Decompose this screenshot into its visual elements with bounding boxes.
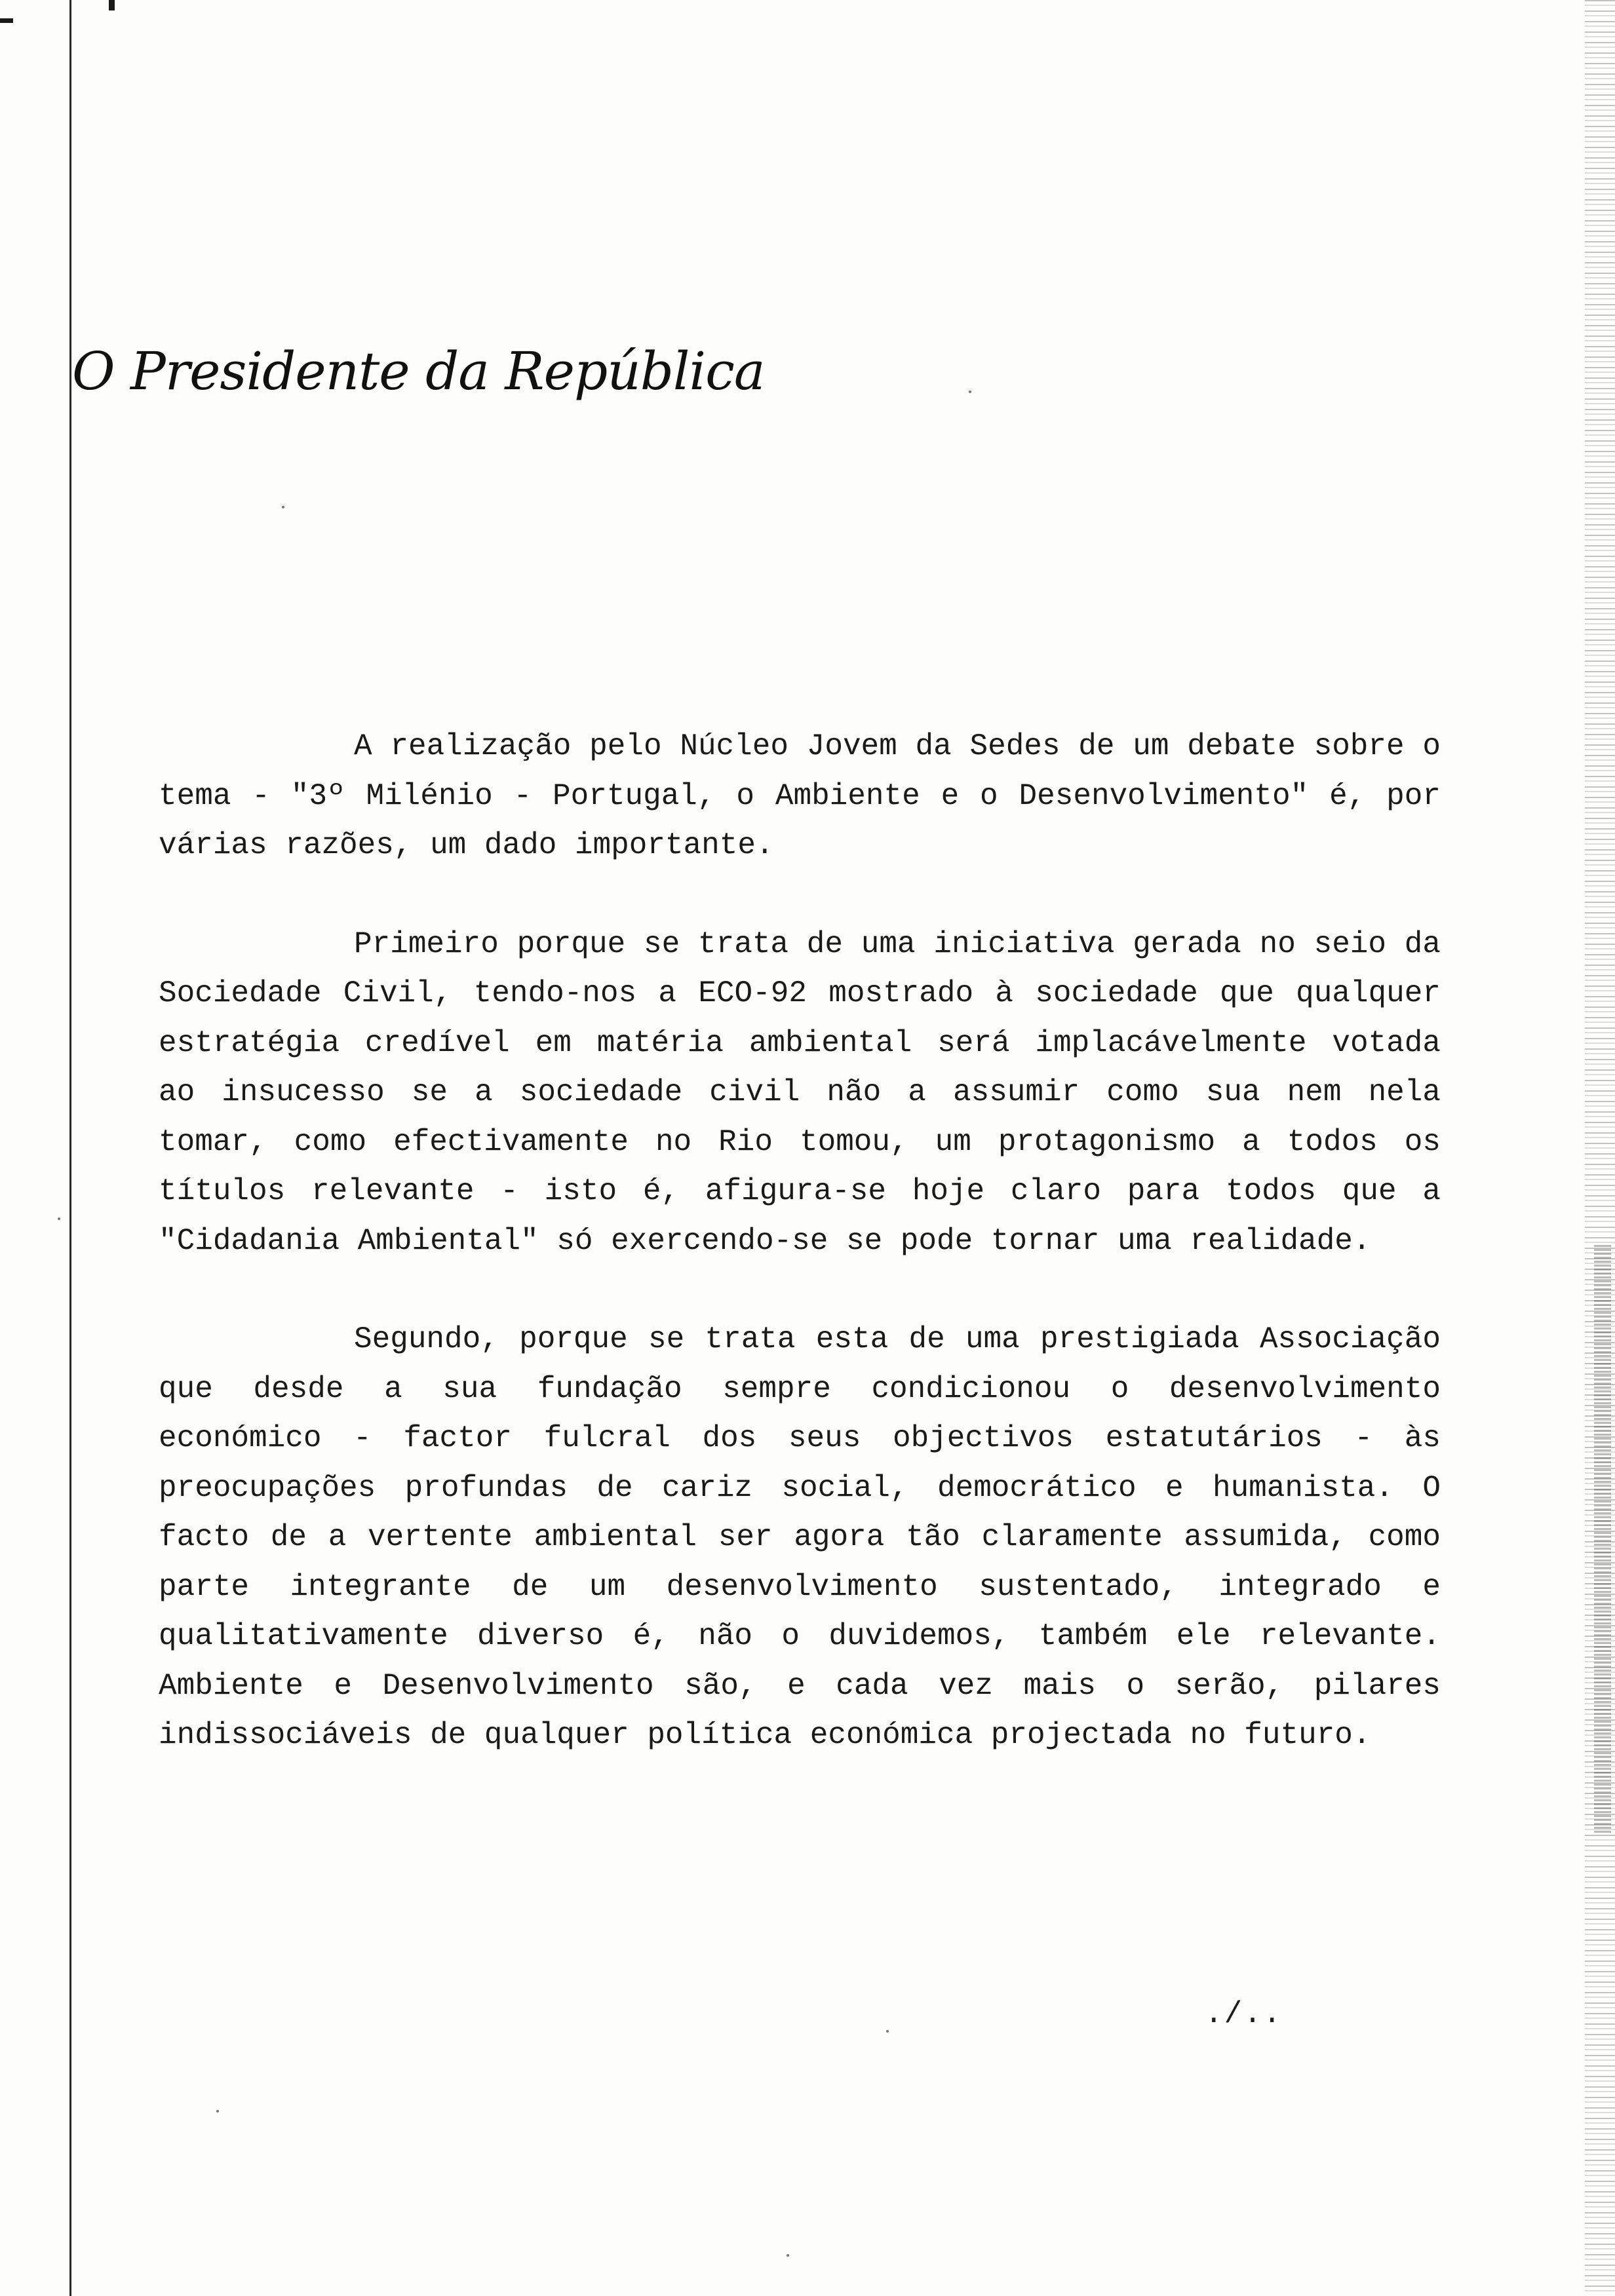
continuation-mark: ./..	[1205, 1997, 1283, 2031]
scan-speck	[787, 2254, 789, 2257]
scan-speck	[216, 2110, 219, 2113]
scan-edge-noise	[1594, 1245, 1611, 1835]
scan-mark	[109, 0, 115, 10]
letterhead-title: O Presidente da República	[72, 341, 765, 402]
paragraph-3: Segundo, porque se trata esta de uma prestigiada Associação que desde a sua fundação sempre condicionou o desenvolvimento económico - factor fulcral dos seus objectivos estatutários - às preocupações profundas de cariz social, democrático e humanista. O facto de a vertente ambiental ser agora tão claramente assumida, como parte integrante de um desenvolvimento sustentado, integrado e qualitativamente diverso é, não o duvidemos, também ele relevante. Ambiente e Desenvolvimento são, e cada vez mais o serão, pilares indissociáveis de qualquer política económica projectada no futuro.	[159, 1322, 1441, 1752]
scan-speck	[886, 2030, 889, 2033]
scan-edge-noise	[1585, 0, 1615, 2296]
margin-rule	[69, 0, 71, 2296]
letter-body	[159, 722, 1441, 1810]
paragraph-2: Primeiro porque se trata de uma iniciativa gerada no seio da Sociedade Civil, tendo-nos a ECO-92 mostrado à sociedade que qualquer estratégia credível em matéria ambiental será implacávelmente votada ao insucesso se a sociedade civil não a assumir como sua nem nela tomar, como efectivamente no Rio tomou, um protagonismo a todos os títulos relevante - isto é, afigura-se hoje claro para todos que a "Cidadania Ambiental" só exercendo-se se pode tornar uma realidade.	[159, 927, 1441, 1258]
paragraph-1: A realização pelo Núcleo Jovem da Sedes de um debate sobre o tema - "3º Milénio - Portugal, o Ambiente e o Desenvolvimento" é, por várias razões, um dado importante.	[159, 729, 1441, 862]
scan-mark	[0, 18, 13, 23]
scan-speck	[282, 506, 284, 508]
scan-speck	[58, 1217, 60, 1220]
scan-speck	[969, 391, 971, 393]
